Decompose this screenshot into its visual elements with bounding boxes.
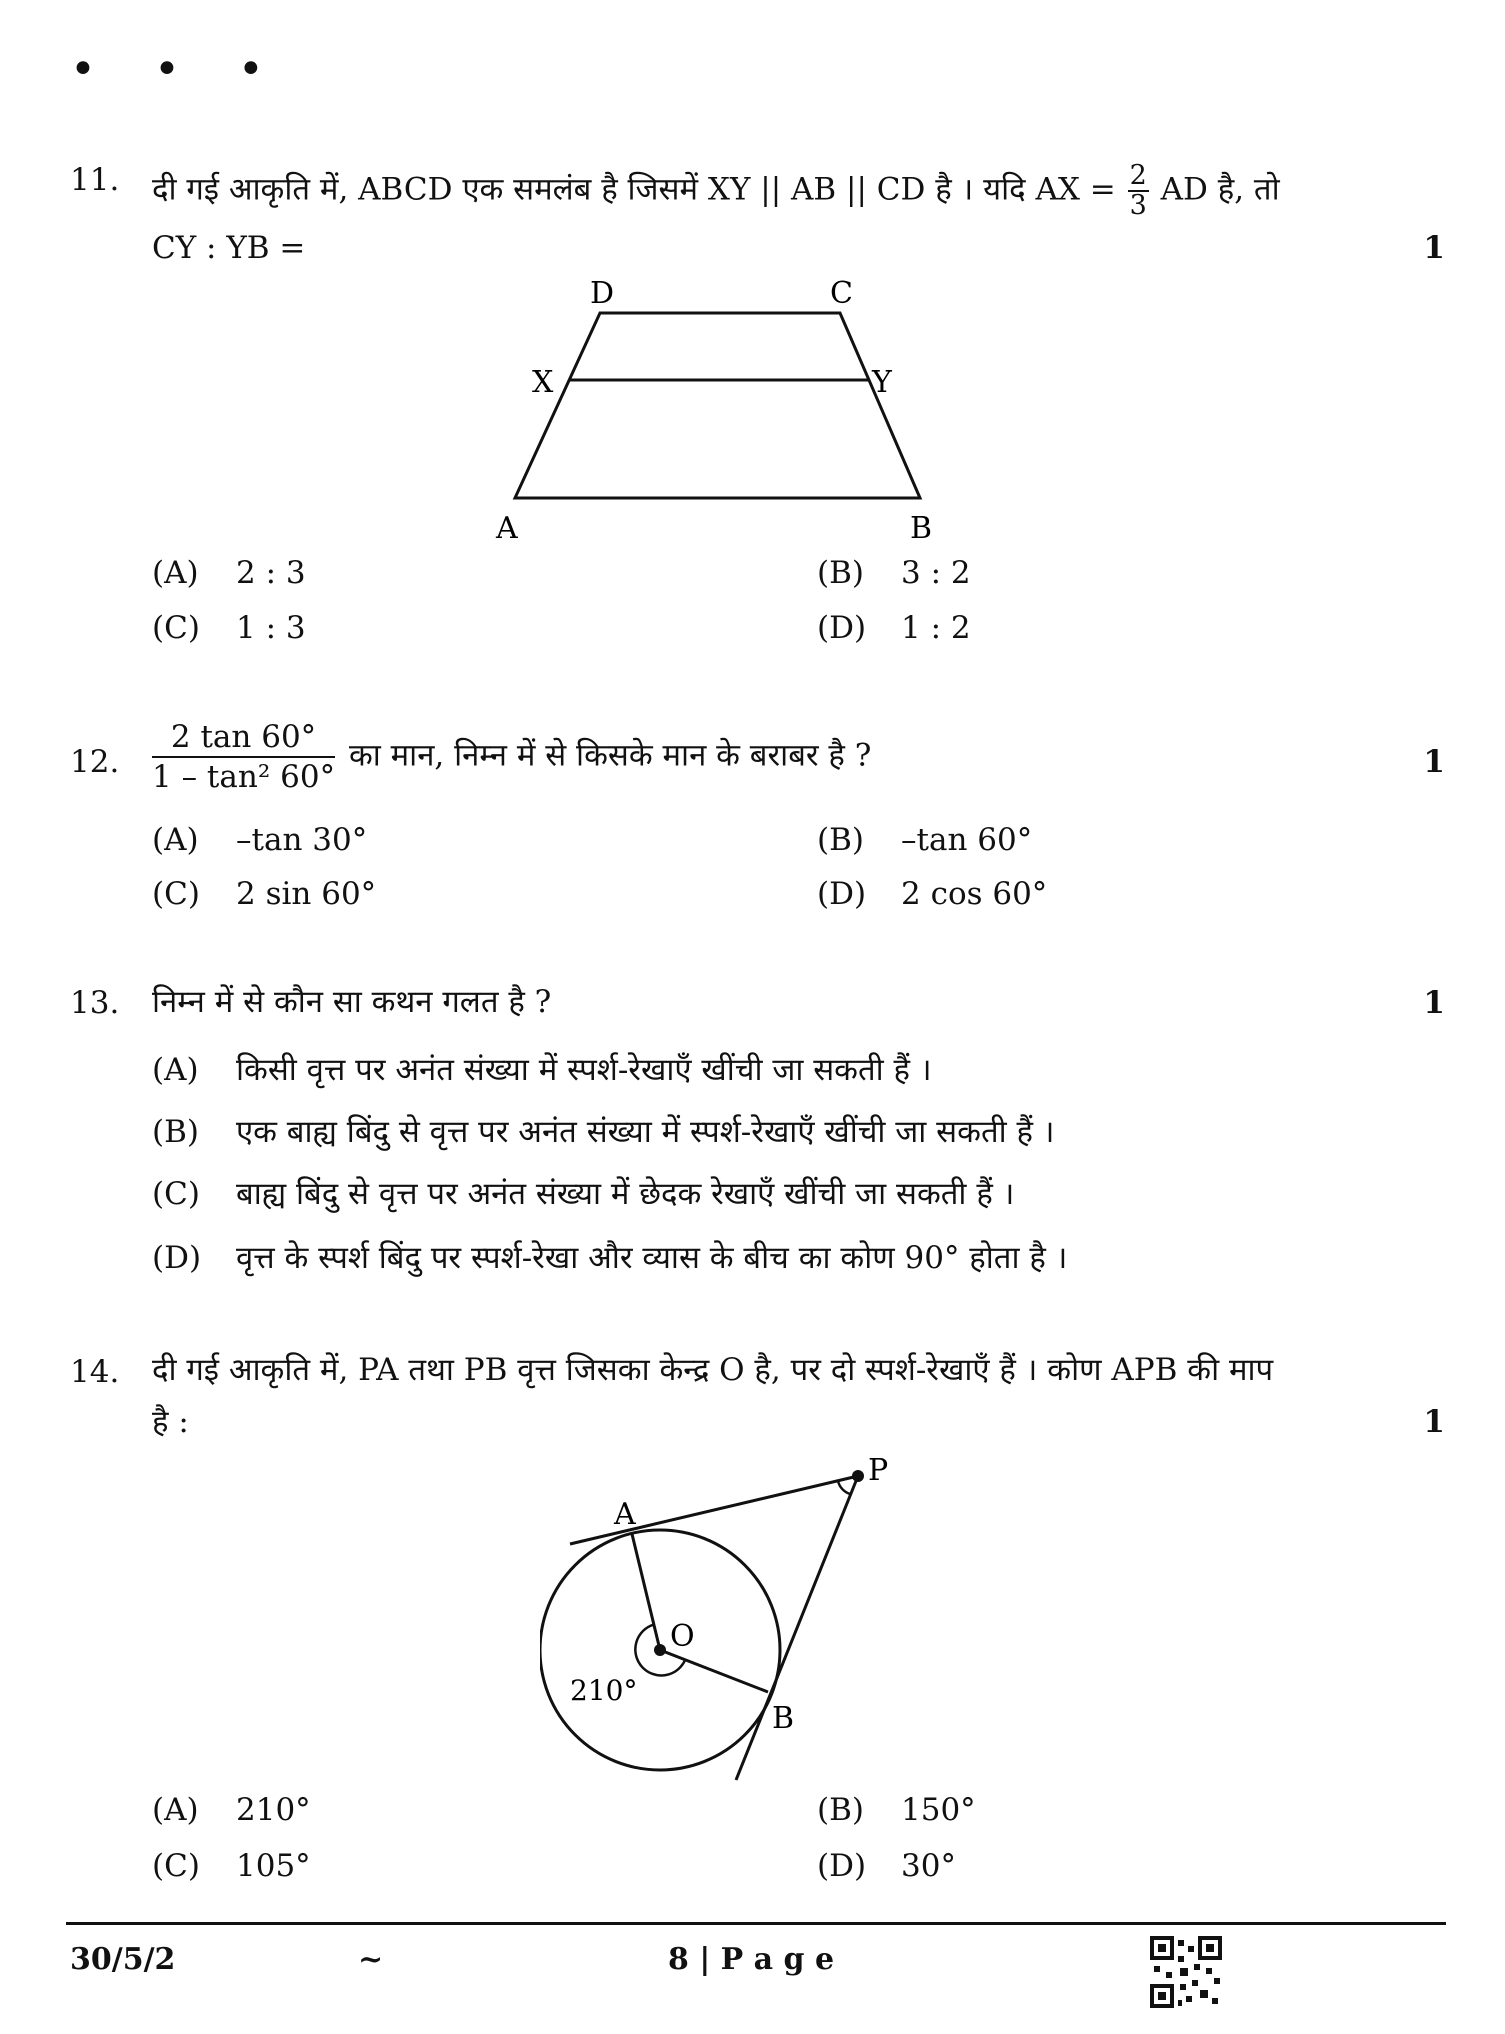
q14-text-a: दी गई आकृति में, PA तथा PB वृत्त जिसका केन्द्र O है, पर दो स्पर्श-रेखाएँ हैं । कोण APB की माप <box>152 1352 1274 1388</box>
q12-denominator: 1 – tan² 60° <box>152 759 336 795</box>
q14-option-d[interactable] <box>817 1848 956 1884</box>
option-label: (D) <box>817 610 867 646</box>
label-c: C <box>830 276 853 311</box>
q12-numerator: 2 tan 60° <box>152 718 335 758</box>
q13-number: 13. <box>70 985 120 1021</box>
option-text: 2 sin 60° <box>236 876 377 912</box>
label-y: Y <box>872 365 892 400</box>
header-dots: • • • <box>70 44 286 95</box>
label-a: A <box>496 511 518 546</box>
option-text: 2 : 3 <box>236 555 306 591</box>
option-text: किसी वृत्त पर अनंत संख्या में स्पर्श-रेखाएँ खींची जा सकती हैं । <box>236 1052 932 1088</box>
q13-option-c[interactable] <box>152 1172 1014 1214</box>
trapezium-abcd <box>515 313 920 498</box>
label-a: A <box>614 1497 636 1532</box>
label-x: X <box>532 365 554 400</box>
option-text: 1 : 3 <box>236 610 306 646</box>
point-p <box>852 1470 864 1482</box>
option-label: (C) <box>152 1848 200 1884</box>
option-text: 210° <box>236 1792 311 1828</box>
option-text: एक बाह्य बिंदु से वृत्त पर अनंत संख्या में स्पर्श-रेखाएँ खींची जा सकती हैं । <box>236 1114 1055 1150</box>
label-b: B <box>772 1701 795 1736</box>
q13-option-d[interactable] <box>152 1236 1067 1278</box>
q12-option-b[interactable] <box>817 822 1032 858</box>
option-label: (A) <box>152 1052 199 1088</box>
q11-option-d[interactable] <box>817 610 971 646</box>
q11-frac-num: 2 <box>1129 160 1147 191</box>
q12-fraction <box>152 718 335 796</box>
q11-option-a[interactable] <box>152 555 306 591</box>
option-label: (A) <box>152 822 199 858</box>
angle-arc-p <box>838 1481 850 1494</box>
q11-option-b[interactable] <box>817 555 971 591</box>
option-text: –tan 60° <box>901 822 1033 858</box>
q14-option-c[interactable] <box>152 1848 311 1884</box>
option-label: (C) <box>152 1176 200 1212</box>
q12-text-body: का मान, निम्न में से किसके मान के बराबर है ? <box>348 737 872 774</box>
q14-circle-diagram <box>540 1448 920 1788</box>
q11-text-c: CY : YB = <box>152 230 306 266</box>
option-label: (A) <box>152 555 199 591</box>
option-text: 2 cos 60° <box>901 876 1048 912</box>
option-label: (D) <box>817 876 867 912</box>
q13-marks: 1 <box>1423 985 1445 1021</box>
option-text: 30° <box>901 1848 956 1884</box>
q14-text-b: है : <box>152 1404 189 1440</box>
label-o: O <box>670 1619 695 1654</box>
label-angle-210: 210° <box>570 1674 638 1707</box>
option-label: (B) <box>152 1114 199 1150</box>
option-label: (C) <box>152 610 200 646</box>
q11-text-b: AD है, तो <box>1160 171 1280 208</box>
q13-text: निम्न में से कौन सा कथन गलत है ? <box>152 984 552 1020</box>
option-text: बाह्य बिंदु से वृत्त पर अनंत संख्या में छेदक रेखाएँ खींची जा सकती हैं । <box>236 1176 1015 1212</box>
q13-option-b[interactable] <box>152 1110 1055 1152</box>
tangent-pb <box>736 1476 858 1780</box>
footer-divider <box>66 1922 1446 1925</box>
q11-frac-den: 3 <box>1129 190 1147 221</box>
option-text: 1 : 2 <box>901 610 971 646</box>
label-b: B <box>910 511 933 546</box>
q14-marks: 1 <box>1423 1404 1445 1440</box>
q12-option-a[interactable] <box>152 822 367 858</box>
option-text: –tan 30° <box>236 822 368 858</box>
q12-number: 12. <box>70 744 120 780</box>
label-p: P <box>868 1453 889 1488</box>
option-text: वृत्त के स्पर्श बिंदु पर स्पर्श-रेखा और व्यास के बीच का कोण 90° होता है । <box>236 1240 1068 1276</box>
q11-marks: 1 <box>1423 230 1445 266</box>
q13-option-a[interactable] <box>152 1048 932 1090</box>
option-label: (D) <box>817 1848 867 1884</box>
option-label: (D) <box>152 1240 202 1276</box>
option-label: (B) <box>817 1792 864 1828</box>
footer-code: 30/5/2 <box>70 1942 176 1977</box>
option-text: 105° <box>236 1848 311 1884</box>
point-o <box>654 1644 666 1656</box>
option-text: 150° <box>901 1792 976 1828</box>
option-label: (C) <box>152 876 200 912</box>
q12-option-c[interactable] <box>152 876 376 912</box>
q11-number: 11. <box>70 162 120 198</box>
q12-text <box>148 718 871 796</box>
q12-option-d[interactable] <box>817 876 1047 912</box>
q11-text <box>152 162 1372 220</box>
radius-oa <box>632 1534 660 1650</box>
q14-option-a[interactable] <box>152 1792 311 1828</box>
footer-page-number: 8 | P a g e <box>668 1942 835 1977</box>
option-label: (A) <box>152 1792 199 1828</box>
q11-text-a: दी गई आकृति में, ABCD एक समलंब है जिसमें XY || AB || CD है । यदि AX = <box>152 171 1116 208</box>
q14-number: 14. <box>70 1354 120 1390</box>
q11-option-c[interactable] <box>152 610 306 646</box>
q12-marks: 1 <box>1423 744 1445 780</box>
qr-code-icon <box>1150 1936 1222 2008</box>
option-label: (B) <box>817 822 864 858</box>
option-text: 3 : 2 <box>901 555 971 591</box>
q14-option-b[interactable] <box>817 1792 976 1828</box>
option-label: (B) <box>817 555 864 591</box>
q11-trapezium-diagram <box>480 268 960 558</box>
footer-tilde: ~ <box>358 1942 384 1977</box>
q11-fraction <box>1128 162 1149 220</box>
label-d: D <box>590 276 615 311</box>
